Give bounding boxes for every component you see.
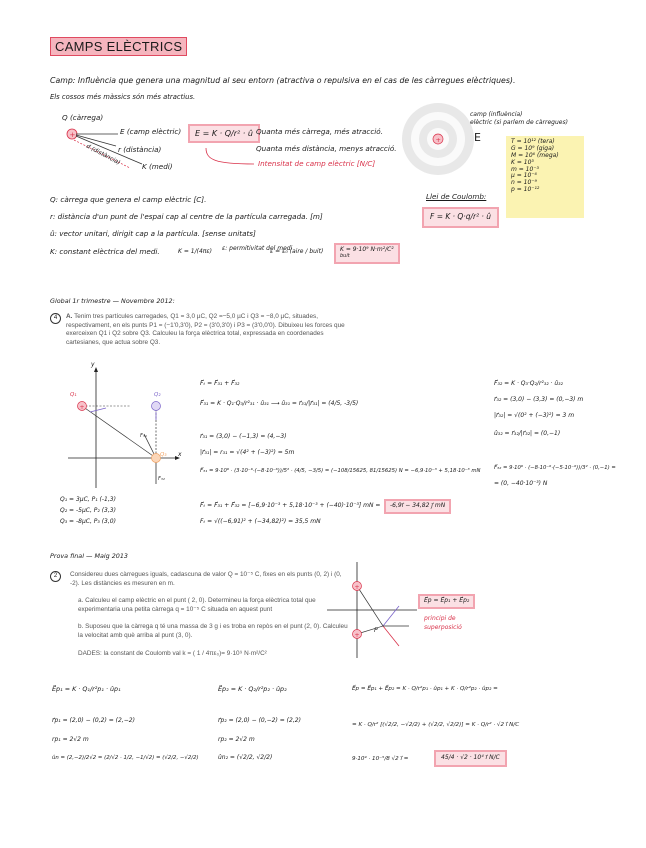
p4-calc2-line: |r⃗₃₂| = √(0² + (−3)²) = 3 m [494, 412, 575, 419]
svg-text:F₃₂: F₃₂ [158, 476, 165, 482]
problem2-header: Prova final — Maig 2013 [50, 552, 129, 560]
def-r: r: distància d'un punt de l'espai cap al centre de la partícula carregada. [m] [50, 212, 323, 221]
svg-text:+: + [79, 404, 85, 411]
def-epsilon-formula: ε = ε₀ (aire / buit) [270, 248, 324, 255]
p2-col2-line: r⃗p₂ = (2,0) − (0,−2) = (2,2) [218, 717, 301, 724]
p2-col1-line: E⃗p₁ = K · Q₁/r²p₁ · ûp₁ [52, 685, 121, 693]
diagram1-d-label: d (distància) [84, 142, 122, 167]
problem4-statement-text: Tenim tres partícules carregades, Q1 = 3,0 µC, Q2 =−5,0 µC i Q3 = −8,0 µC, situades, respectivament, en els punts P1 = (−1'0,3'0), P2 = (3'0,3'0) i P3 = (3'0,0'0). Dibuixeu les forces que exerceixen Q1 i Q2 sobre Q3. Calculeu la força elèctrica total, expressada en coordenades cartesianes, que actua sobre Q3. [66, 313, 345, 346]
q1-label: Q₁ [70, 392, 77, 398]
p4-calc-line: F⃗ₜ = F⃗₃₁ + F⃗₃₂ [200, 380, 240, 387]
diagram1-intensity-note: Intensitat de camp elèctric [N/C] [258, 159, 376, 168]
problem4-number: 4 [50, 313, 61, 324]
p4-result-box: -6,9i⃗ − 34,82 j⃗ mN [384, 499, 451, 514]
prefix-item: µ = 10⁻⁶ [511, 172, 537, 180]
k-value-sub: buit [340, 252, 350, 259]
p4-calc2-line: F⃗₃₂ = K · Q₃·Q₂/r²₃₂ · û₃₂ [494, 380, 563, 387]
superposition-label2: superposició [424, 624, 462, 631]
p2-col1-line: rp₁ = 2√2 m [52, 736, 89, 743]
p2-col2-line: ûn₂ = (√2/2, √2/2) [218, 754, 273, 761]
p4-calc2-line: r⃗₃₂ = (3,0) − (3,3) = (0,−3) m [494, 396, 584, 403]
prefix-item: K = 10³ [511, 158, 534, 166]
p2-result-box: 45/4 · √2 · 10⁴ i⃗ N/C [434, 750, 507, 767]
given-q2: Q₂ = -5µC, P₂ (3,3) [60, 507, 116, 514]
diagram1-r-label: r (distància) [118, 145, 162, 154]
rings-label1: camp (influència) [470, 111, 523, 118]
prefix-item: n = 10⁻⁹ [511, 179, 537, 187]
k-value: K = 9·10⁹ N·m²/C² [340, 246, 394, 253]
prefix-item: p = 10⁻¹² [511, 186, 540, 194]
def-u: û: vector unitari, dirigit cap a la partícula. [sense unitats] [50, 229, 256, 238]
p4-calc-line: |r⃗₃₁| = r₃₁ = √(4² + (−3)²) = 5m [200, 449, 295, 456]
p2-col3-line: E⃗p = E⃗p₁ + E⃗p₂ = K · Q/r²p₁ · ûp₁ + K · Q/r²p₂ · ûp₂ = [352, 686, 498, 692]
p4-calc2-line: û₃₂ = r⃗₃₂/|r⃗₃₂| = (0,−1) [494, 430, 561, 437]
problem2-number: 2 [50, 571, 61, 582]
given-q3: Q₃ = -8µC, P₃ (3,0) [60, 518, 116, 525]
def-epsilon: ε: permitivitat del medi [222, 245, 293, 252]
p4-calc-line: r⃗₃₁ = (3,0) − (−1,3) = (4,−3) [200, 433, 287, 440]
prefix-item: M = 10⁶ (mega) [511, 151, 559, 159]
page-title: CAMPS ELÈCTRICS [50, 37, 187, 56]
prefix-item: T = 10¹² (tera) [511, 138, 555, 145]
def-k-formula: K = 1/(4πε) [178, 248, 212, 255]
p4-calc-line: F⃗₃₁ = K · Q₁·Q₃/r²₃₁ · û₃₁ ⟶ û₃₁ = r⃗₃₁/|r⃗₃₁| = (4/5, -3/5) [200, 400, 359, 407]
coulomb-formula-box: F = K · Q·q/r² · û [422, 207, 499, 228]
rings-label2: elèctric (si parlem de càrregues) [470, 119, 568, 126]
problem4-statement [66, 313, 356, 348]
field-formula-box: E = K · Q/r² · û [188, 124, 260, 143]
point-p-label: P [374, 627, 378, 634]
p4-calc2-line: = (0, −40·10⁻³) N [494, 480, 548, 487]
problem4-header: Global 1r trimestre — Novembre 2012: [50, 297, 175, 305]
problem4-axes-diagram [60, 362, 185, 494]
svg-text:+: + [354, 584, 360, 591]
field-rings-diagram [400, 100, 480, 178]
prefix-sticky-note [506, 136, 584, 218]
p4-calc-line: F⃗₃₁ = 9·10⁹ · (3·10⁻⁶·(−8·10⁻⁶))/5² · (4/5, −3/5) = (−108/15625, 81/15625) N = −6,9·10⁻³ + 5,18·10⁻³ mN [200, 468, 481, 474]
p4-calc-line: Fₜ = √((−6,91)² + (−34,82)²) = 35,5 mN [200, 518, 321, 525]
def-q: Q: càrrega que genera el camp elèctric [C]. [50, 195, 207, 204]
problem2-part-b: b. Suposeu que la càrrega q té una massa de 3 g i es troba en repòs en el punt (2, 0). Calculeu la velocitat amb què arriba al punt (3, 0). [78, 623, 348, 639]
svg-text:F₃₁: F₃₁ [140, 433, 147, 439]
q3-label: Q₃ [160, 452, 167, 458]
p4-calc-line: F⃗ₜ = F⃗₃₁ + F⃗₃₂ = [−6,9·10⁻³ + 5,18·10⁻³ + (−40)·10⁻³] mN = [200, 502, 381, 509]
rings-vector: E [474, 131, 481, 144]
problem2-part-a: a. Calculeu el camp elèctric en el punt ( 2, 0). Determineu la força elèctrica total que experimentaria una petita càrrega q = 10⁻⁵ C situada en aquest punt [78, 597, 316, 613]
problem2-diagram [325, 560, 420, 660]
superposition-formula-box: E⃗p = E⃗p₁ + E⃗p₂ [418, 594, 475, 609]
prefix-item: m = 10⁻³ [511, 165, 539, 173]
coulomb-label: Llei de Coulomb: [426, 192, 487, 201]
p2-col1-line: r⃗p₁ = (2,0) − (0,2) = (2,−2) [52, 717, 135, 724]
diagram1-k-label: K (medi) [142, 162, 173, 171]
diagram1-note2: Quanta més distància, menys atracció. [256, 144, 397, 153]
svg-text:+: + [69, 131, 76, 139]
diagram1-e-label: E (camp elèctric) [120, 127, 182, 136]
p2-col2-line: E⃗p₂ = K · Q₂/r²p₂ · ûp₂ [218, 685, 287, 693]
given-q1: Q₁ = 3µC, P₁ (-1,3) [60, 496, 116, 503]
problem2-dades: DADES: la constant de Coulomb val k = ( 1 / 4πε₀)= 9·10⁹ N·m²/C² [78, 650, 267, 657]
diagram1-note1: Quanta més càrrega, més atracció. [256, 127, 383, 136]
problem2-statement: Considereu dues càrregues iguals, cadascuna de valor Q = 10⁻⁵ C, fixes en els punts (0, 2) i (0, -2). Les distàncies es mesuren en m. [70, 571, 342, 587]
k-value-box [334, 243, 400, 264]
p2-col1-line: ûn = (2,−2)/2√2 = (2/√2 · 1/2, −1/√2) = (√2/2, −√2/2) [52, 755, 199, 761]
axis-x-label: x [178, 451, 182, 458]
q2-label: Q₂ [154, 392, 161, 398]
intensity-arrow [196, 146, 256, 170]
svg-text:+: + [435, 136, 441, 144]
intro-mass-line: Els cossos més màssics són més atractius. [50, 93, 196, 101]
p2-col3-line: = K · Q/r² [(√2/2, −√2/2) + (√2/2, √2/2)] = K · Q/r² · √2 i⃗ N/C [352, 722, 520, 728]
p4-calc2-line: F⃗₃₂ = 9·10⁹ · (−8·10⁻⁶·(−5·10⁻⁶))/3² · (0,−1) = [494, 465, 616, 471]
svg-text:+: + [354, 632, 360, 639]
def-k: K: constant elèctrica del medi. [50, 247, 160, 256]
axis-y-label: y [91, 361, 95, 368]
p2-col3-line: 9·10⁹ · 10⁻⁵/8 √2 i⃗ = [352, 756, 409, 762]
intro-camp-line: Camp: Influència que genera una magnitud al seu entorn (atractiva o repulsiva en el cas de les càrregues elèctriques). [50, 76, 516, 85]
problem4-statement-bold: A. [66, 313, 73, 320]
prefix-item: G = 10⁹ (giga) [511, 144, 555, 152]
diagram1-q-label: Q (càrrega) [62, 113, 104, 122]
p2-col2-line: rp₂ = 2√2 m [218, 736, 255, 743]
superposition-label1: principi de [424, 615, 456, 622]
